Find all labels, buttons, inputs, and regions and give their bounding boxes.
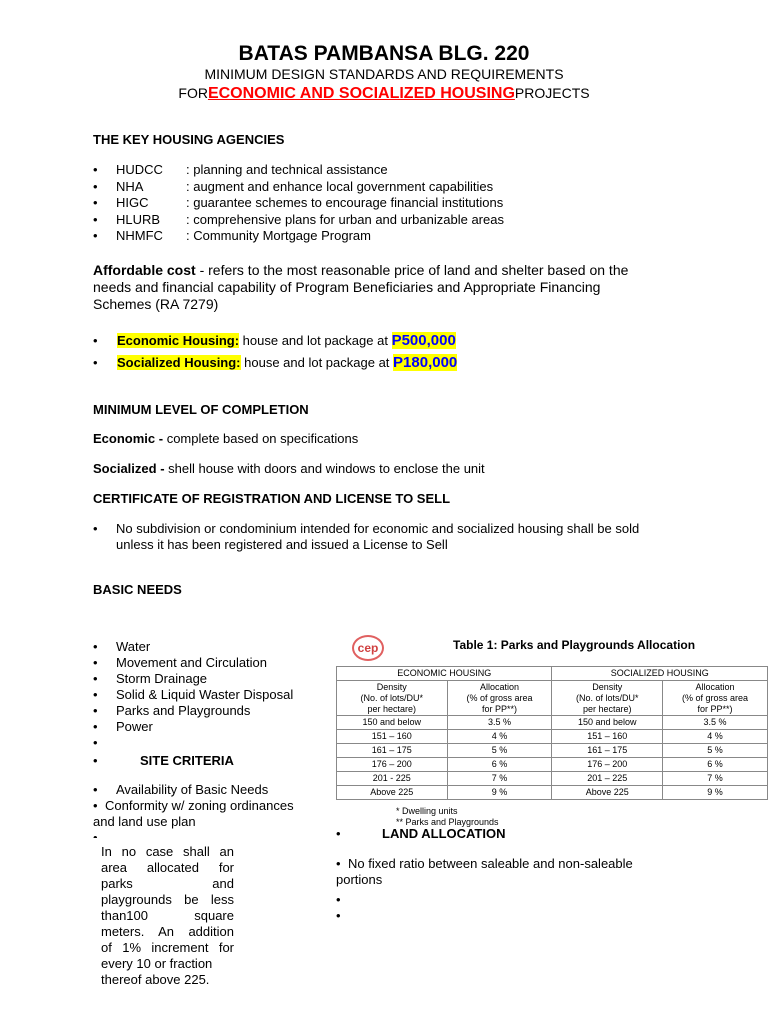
socialized-price: P180,000 xyxy=(393,354,458,371)
certificate-item: • No subdivision or condominium intended for economic and socialized housing shall be sold unless it has been registered and issued a License to Sell xyxy=(93,521,640,552)
table-row: Above 225 9 % Above 225 9 % xyxy=(337,786,768,800)
table-title: Table 1: Parks and Playgrounds Allocation xyxy=(453,638,696,652)
page-title: BATAS PAMBANSA BLG. 220 xyxy=(238,42,530,65)
certificate-heading: CERTIFICATE OF REGISTRATION AND LICENSE TO SELL xyxy=(93,491,451,506)
table-row: 176 – 200 6 % 176 – 200 6 % xyxy=(337,758,768,772)
economic-price: P500,000 xyxy=(391,332,456,349)
list-item: • Availability of Basic Needs xyxy=(93,782,269,797)
page-subtitle: MINIMUM DESIGN STANDARDS AND REQUIREMENTS xyxy=(204,66,564,82)
agencies-heading: THE KEY HOUSING AGENCIES xyxy=(93,132,285,147)
list-item: • Movement and Circulation xyxy=(93,655,268,670)
table-group-header: ECONOMIC HOUSING xyxy=(337,667,552,681)
table-row: 201 - 225 7 % 201 – 225 7 % xyxy=(337,772,768,786)
list-item: • SITE CRITERIA xyxy=(93,753,234,768)
park-note: In no case shall an area allocated for parks and playgrounds be less than100 square meters. An addition of 1% increment for every 10 or fraction thereof above 225. xyxy=(101,844,234,987)
table-group-header: SOCIALIZED HOUSING xyxy=(552,667,768,681)
land-allocation-item: • No fixed ratio between saleable and non-saleable portions xyxy=(336,856,633,887)
socialized-completion: Socialized - shell house with doors and windows to enclose the unit xyxy=(93,461,485,476)
basic-needs-list xyxy=(93,639,293,769)
table-row: 150 and below 3.5 % 150 and below 3.5 % xyxy=(337,716,768,730)
land-allocation-heading-item: • LAND ALLOCATION xyxy=(336,826,506,841)
list-item: • xyxy=(93,735,98,750)
site-criteria-heading: SITE CRITERIA xyxy=(140,753,234,768)
page-subtitle-for: FORECONOMIC AND SOCIALIZED HOUSINGPROJECTS xyxy=(178,85,590,102)
list-item: • Power xyxy=(93,719,153,734)
list-item: • Solid & Liquid Waster Disposal xyxy=(93,687,294,702)
economic-completion: Economic - complete based on specifications xyxy=(93,431,359,446)
site-criteria-list: • Availability of Basic Needs • Conformity w/ zoning ordinances and land use plan • xyxy=(93,782,294,838)
table-row: 161 – 175 5 % 161 – 175 5 % xyxy=(337,744,768,758)
list-item: • Conformity w/ zoning ordinances xyxy=(93,798,294,813)
land-allocation-heading: LAND ALLOCATION xyxy=(382,826,506,841)
list-item: • xyxy=(93,830,98,838)
list-item: • Storm Drainage xyxy=(93,671,208,686)
table-col-header: Density (No. of lots/DU* per hectare) xyxy=(552,681,663,716)
highlight-title: ECONOMIC AND SOCIALIZED HOUSING xyxy=(207,85,515,102)
economic-package-item: • Economic Housing: house and lot package at P500,000 xyxy=(93,332,456,349)
list-item: • Water xyxy=(93,639,151,654)
table-col-header: Allocation (% of gross area for PP**) xyxy=(663,681,768,716)
parks-allocation-table xyxy=(336,666,768,800)
table-col-header: Density (No. of lots/DU* per hectare) xyxy=(337,681,448,716)
cep-logo: cep xyxy=(352,635,384,661)
table-col-header: Allocation (% of gross area for PP**) xyxy=(447,681,552,716)
table-footnotes: * Dwelling units ** Parks and Playgrounds xyxy=(396,806,499,827)
list-item: • Parks and Playgrounds xyxy=(93,703,251,718)
empty-bullets: • • xyxy=(336,892,341,923)
basic-needs-heading: BASIC NEEDS xyxy=(93,582,182,597)
affordable-cost-paragraph: Affordable cost - refers to the most reasonable price of land and shelter based on the needs and financial capability of Program Beneficiaries and Appropriate Financing Schemes (RA 7279) xyxy=(93,262,629,312)
completion-heading: MINIMUM LEVEL OF COMPLETION xyxy=(93,402,309,417)
table-row: 151 – 160 4 % 151 – 160 4 % xyxy=(337,730,768,744)
socialized-package-item: • Socialized Housing: house and lot package at P180,000 xyxy=(93,354,458,371)
